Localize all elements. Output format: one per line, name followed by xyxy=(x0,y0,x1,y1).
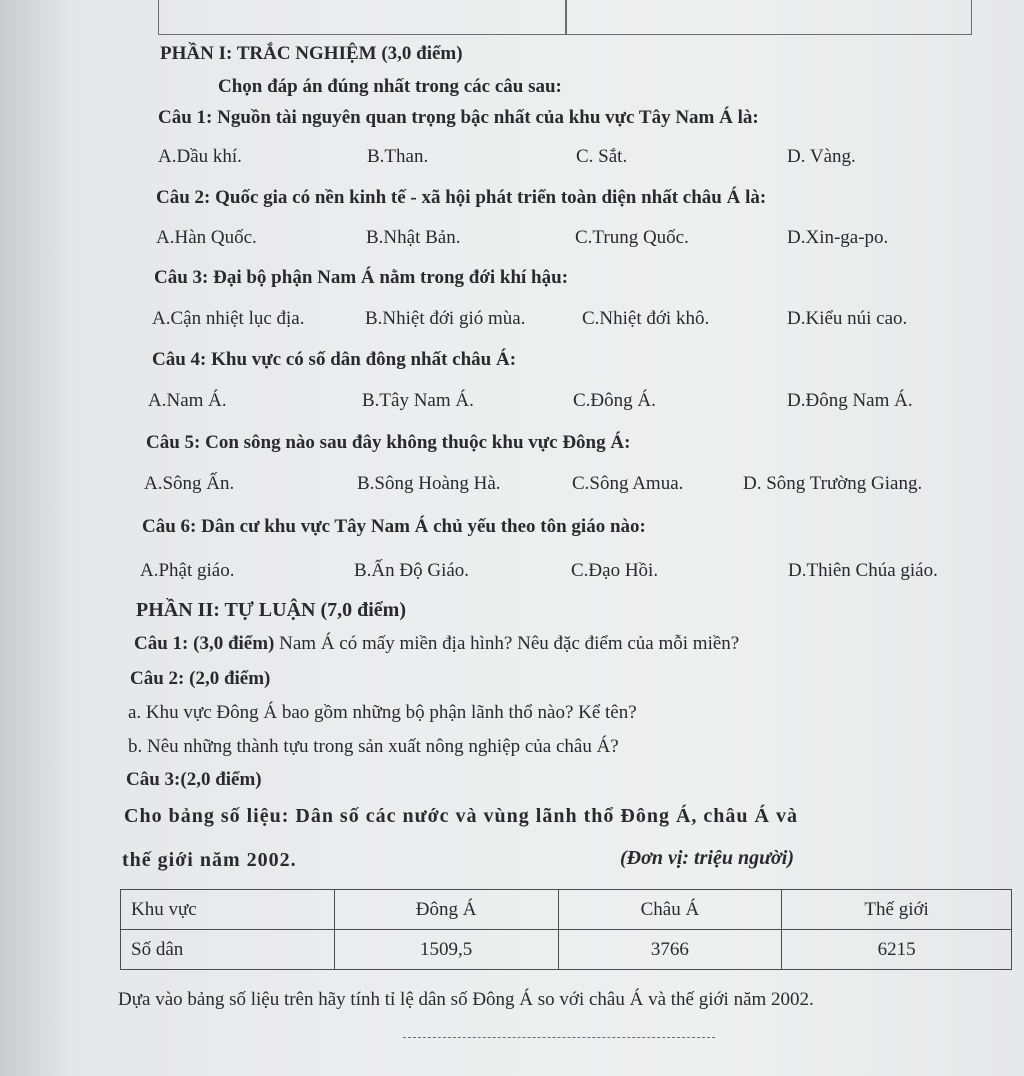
q1-option-a: A.Dầu khí. xyxy=(158,146,242,167)
question-1: Câu 1: Nguồn tài nguyên quan trọng bậc nhất của khu vực Tây Nam Á là: xyxy=(158,107,759,128)
q5-option-d: D. Sông Trường Giang. xyxy=(743,473,923,494)
q1-option-b: B.Than. xyxy=(367,146,429,167)
table-cell: 1509,5 xyxy=(334,930,558,970)
q2-option-b: B.Nhật Bản. xyxy=(366,227,461,248)
essay-q3-intro-line1: Cho bảng số liệu: Dân số các nước và vùng lãnh thổ Đông Á, châu Á và xyxy=(124,805,798,827)
question-2: Câu 2: Quốc gia có nền kinh tế - xã hội phát triển toàn diện nhất châu Á là: xyxy=(156,187,767,208)
question-5: Câu 5: Con sông nào sau đây không thuộc khu vực Đông Á: xyxy=(146,432,631,453)
table-header-cell: Đông Á xyxy=(334,890,558,930)
q5-option-c: C.Sông Amua. xyxy=(572,473,684,494)
q2-option-d: D.Xin-ga-po. xyxy=(787,227,889,248)
essay-q3-label: Câu 3:(2,0 điểm) xyxy=(126,769,262,790)
q5-option-b: B.Sông Hoàng Hà. xyxy=(357,473,501,494)
q4-option-a: A.Nam Á. xyxy=(148,390,227,411)
q3-option-b: B.Nhiệt đới gió mùa. xyxy=(365,308,526,329)
q3-option-d: D.Kiểu núi cao. xyxy=(787,308,908,329)
essay-q1-text: Nam Á có mấy miền địa hình? Nêu đặc điểm của mỗi miền? xyxy=(274,633,740,654)
q6-option-d: D.Thiên Chúa giáo. xyxy=(788,560,938,581)
table-header-cell: Thế giới xyxy=(782,890,1012,930)
question-4: Câu 4: Khu vực có số dân đông nhất châu Á: xyxy=(152,349,517,370)
q6-option-b: B.Ấn Độ Giáo. xyxy=(354,560,470,581)
q2-option-a: A.Hàn Quốc. xyxy=(156,227,257,248)
essay-q2-label: Câu 2: (2,0 điểm) xyxy=(130,668,271,689)
table-header-cell: Khu vực xyxy=(121,890,335,930)
q3-option-c: C.Nhiệt đới khô. xyxy=(582,308,710,329)
table-header-cell: Châu Á xyxy=(558,890,782,930)
q1-option-c: C. Sắt. xyxy=(576,146,628,167)
essay-question-1 xyxy=(134,632,739,656)
question-3: Câu 3: Đại bộ phận Nam Á nằm trong đới khí hậu: xyxy=(154,267,569,288)
part1-instruction: Chọn đáp án đúng nhất trong các câu sau: xyxy=(218,76,562,97)
table-cell: Số dân xyxy=(121,930,335,970)
table-cell: 6215 xyxy=(782,930,1012,970)
essay-q3-task: Dựa vào bảng số liệu trên hãy tính tỉ lệ dân số Đông Á so với châu Á và thế giới năm 2002. xyxy=(118,989,814,1010)
q4-option-b: B.Tây Nam Á. xyxy=(362,390,474,411)
population-table xyxy=(120,889,1012,970)
essay-q3-unit: (Đơn vị: triệu người) xyxy=(620,847,795,869)
q4-option-d: D.Đông Nam Á. xyxy=(787,390,913,411)
q6-option-c: C.Đạo Hồi. xyxy=(571,560,659,581)
essay-q3-intro-line2: thế giới năm 2002. xyxy=(122,849,297,871)
q3-option-a: A.Cận nhiệt lục địa. xyxy=(152,308,305,329)
end-dashed-line xyxy=(403,1037,715,1038)
table-header-row xyxy=(121,890,1012,930)
header-table-bottom xyxy=(158,0,972,35)
table-cell: 3766 xyxy=(558,930,782,970)
q1-option-d: D. Vàng. xyxy=(787,146,856,167)
page-shadow xyxy=(0,0,70,1076)
question-6: Câu 6: Dân cư khu vực Tây Nam Á chủ yếu theo tôn giáo nào: xyxy=(142,516,646,537)
q4-option-c: C.Đông Á. xyxy=(573,390,656,411)
q2-option-c: C.Trung Quốc. xyxy=(575,227,689,248)
essay-q2-part-a: a. Khu vực Đông Á bao gồm những bộ phận lãnh thổ nào? Kể tên? xyxy=(128,702,637,723)
essay-q1-label: Câu 1: (3,0 điểm) xyxy=(134,633,275,654)
essay-q2-part-b: b. Nêu những thành tựu trong sản xuất nông nghiệp của châu Á? xyxy=(128,736,619,757)
part2-title: PHẦN II: TỰ LUẬN (7,0 điểm) xyxy=(136,599,406,621)
part1-title: PHẦN I: TRẮC NGHIỆM (3,0 điểm) xyxy=(160,43,463,64)
table-row xyxy=(121,930,1012,970)
header-table-divider xyxy=(565,0,567,34)
q5-option-a: A.Sông Ấn. xyxy=(144,473,235,494)
q6-option-a: A.Phật giáo. xyxy=(140,560,235,581)
